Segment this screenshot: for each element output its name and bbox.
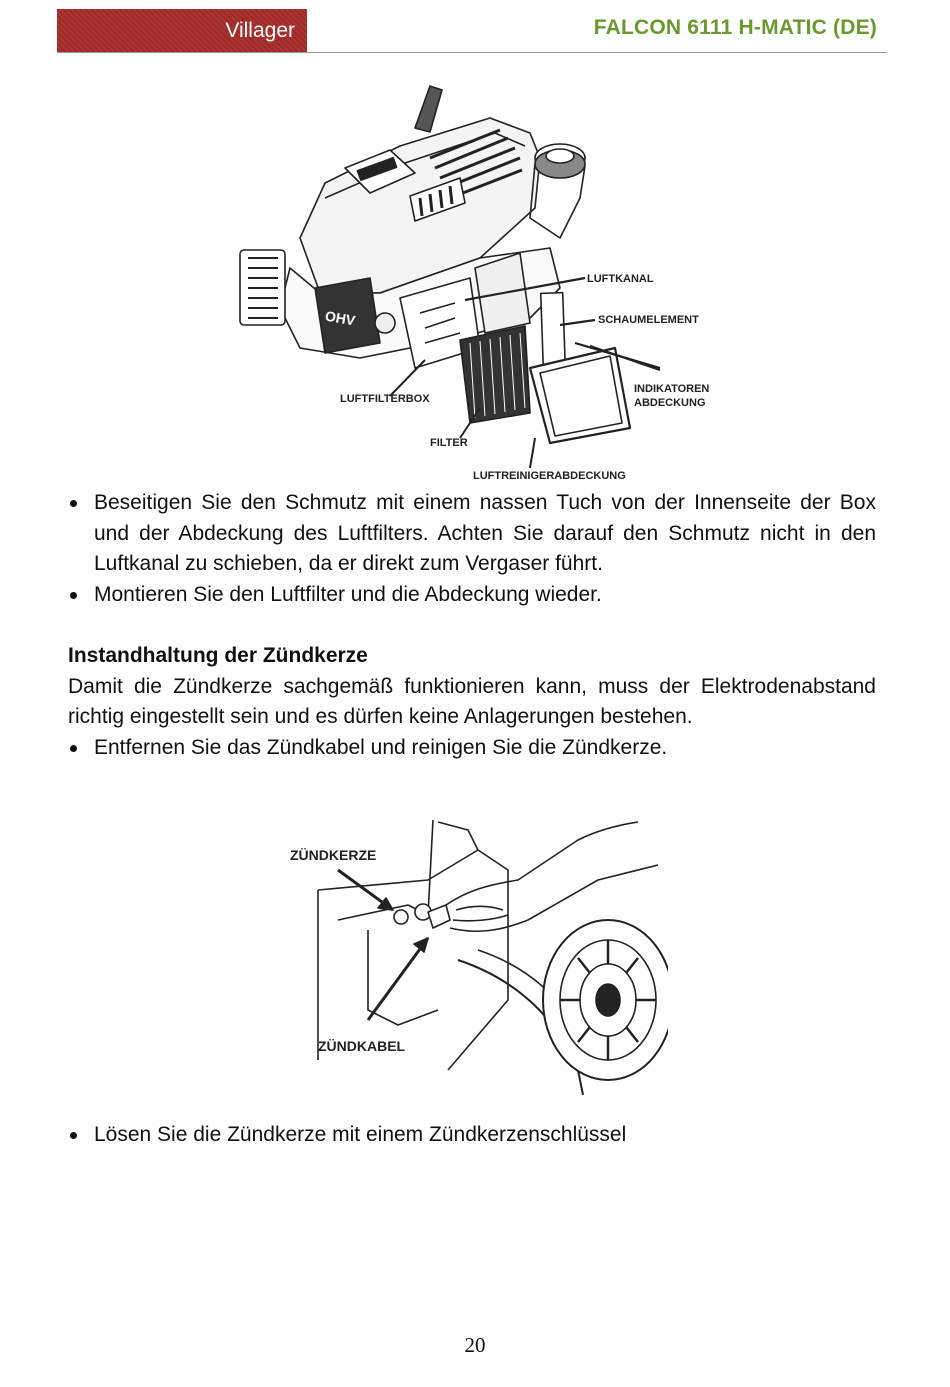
header-model-title: FALCON 6111 H-MATIC (DE) xyxy=(593,16,877,39)
section-paragraph: Damit die Zündkerze sachgemäß funktionieren kann, muss der Elektrodenabstand richtig eingestellt sein und es dürfen keine Anlagerungen bestehen. xyxy=(68,674,876,728)
spark-plug-section xyxy=(68,641,876,763)
cleaning-instructions xyxy=(68,488,876,610)
section-heading: Instandhaltung der Zündkerze xyxy=(68,644,368,667)
loosen-instruction xyxy=(68,1120,876,1151)
label-indikatoren: INDIKATOREN xyxy=(634,383,710,395)
label-filter: FILTER xyxy=(430,437,468,449)
label-luftfilterbox: LUFTFILTERBOX xyxy=(340,393,430,405)
list-item: Entfernen Sie das Zündkabel und reinigen Sie die Zündkerze. xyxy=(68,733,876,764)
header-brand: Villager xyxy=(57,9,307,53)
label-zuendkerze: ZÜNDKERZE xyxy=(290,847,377,863)
label-luftkanal: LUFTKANAL xyxy=(587,273,654,285)
label-abdeckung: ABDECKUNG xyxy=(634,397,706,409)
svg-text:OHV: OHV xyxy=(323,307,357,329)
spark-plug-diagram xyxy=(278,810,668,1095)
air-filter-diagram xyxy=(230,78,720,483)
list-item: Montieren Sie den Luftfilter und die Abdeckung wieder. xyxy=(68,580,876,611)
label-schaumelement: SCHAUMELEMENT xyxy=(598,314,699,326)
label-zuendkabel: ZÜNDKABEL xyxy=(318,1038,406,1054)
header-divider xyxy=(57,52,887,53)
label-luftreinigerabdeckung: LUFTREINIGERABDECKUNG xyxy=(473,470,626,482)
list-item: Beseitigen Sie den Schmutz mit einem nassen Tuch von der Innenseite der Box und der Abdeckung des Luftfilters. Achten Sie darauf den Schmutz nicht in den Luftkanal zu schieben, da er direkt zum Vergaser führt. xyxy=(68,488,876,580)
page-number: 20 xyxy=(464,1333,486,1357)
list-item: Lösen Sie die Zündkerze mit einem Zündkerzenschlüssel xyxy=(68,1120,876,1151)
